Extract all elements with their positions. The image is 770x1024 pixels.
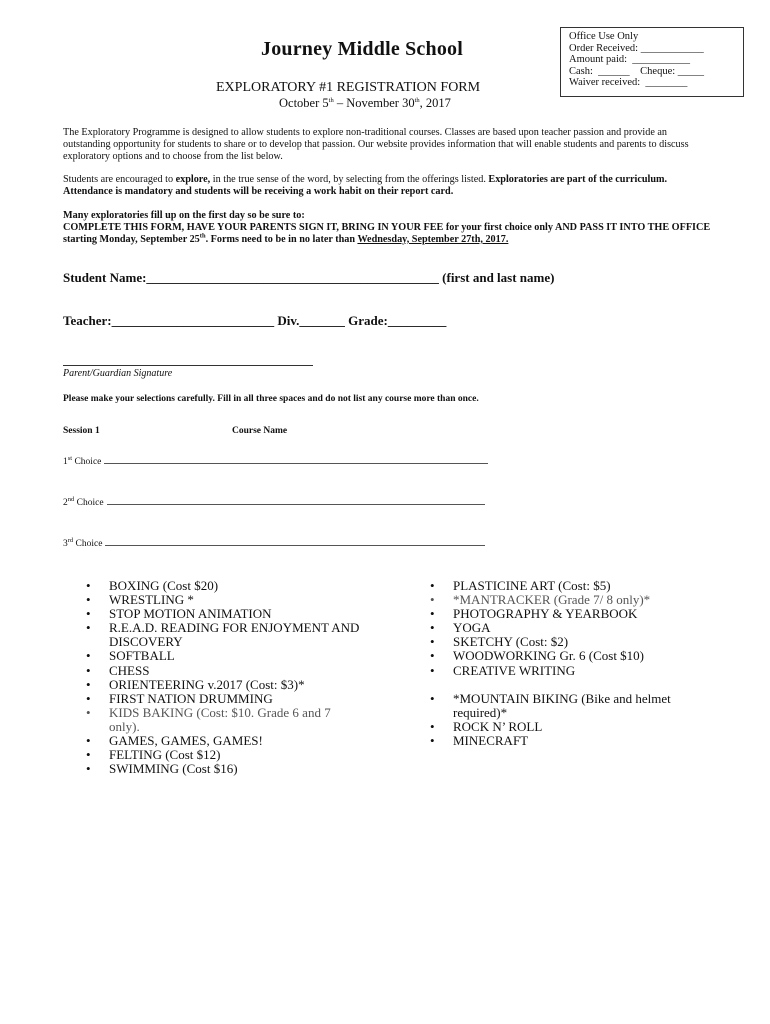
course-name-label: Course Name	[232, 426, 288, 436]
list-item: • R.E.A.D. READING FOR ENJOYMENT AND DISCOVERY	[86, 621, 361, 649]
course-list-right	[430, 579, 690, 748]
list-item: • FIRST NATION DRUMMING	[86, 692, 361, 706]
list-item: • ROCK N’ ROLL	[430, 720, 690, 734]
list-item: • CHESS	[86, 664, 361, 678]
deadline-date: Wednesday, September 27th, 2017.	[357, 233, 509, 245]
signature-line[interactable]	[63, 365, 313, 366]
list-item: • PHOTOGRAPHY & YEARBOOK	[430, 607, 690, 621]
list-item: • STOP MOTION ANIMATION	[86, 607, 361, 621]
list-item: • BOXING (Cost $20)	[86, 579, 361, 593]
list-item: • GAMES, GAMES, GAMES!	[86, 734, 361, 748]
list-item: • YOGA	[430, 621, 690, 635]
order-received-field: Order Received: ____________	[569, 42, 704, 54]
teacher-div-grade-field[interactable]: Teacher:_________________________ Div._______ Grade:_________	[63, 313, 447, 328]
list-item: • CREATIVE WRITING	[430, 664, 690, 678]
first-choice-line[interactable]	[104, 455, 488, 464]
session-label: Session 1	[63, 426, 100, 436]
list-item: • *MANTRACKER (Grade 7/ 8 only)*	[430, 593, 690, 607]
third-choice-field[interactable]: 3rd Choice	[63, 537, 485, 549]
amount-paid-field: Amount paid: ___________	[569, 54, 691, 66]
list-item: • *MOUNTAIN BIKING (Bike and helmet required)*	[430, 692, 690, 720]
list-item: • WRESTLING *	[86, 593, 361, 607]
selections-note: Please make your selections carefully. Fill in all three spaces and do not list any course more than once.	[63, 394, 479, 404]
list-item: • PLASTICINE ART (Cost: $5)	[430, 579, 690, 593]
signature-label: Parent/Guardian Signature	[63, 368, 173, 379]
form-dates: October 5th – November 30th, 2017	[279, 96, 451, 110]
list-item: • SOFTBALL	[86, 649, 361, 663]
course-list-left	[86, 579, 361, 776]
student-name-field[interactable]: Student Name:_____________________________________________ (first and last name)	[63, 270, 555, 285]
instructions-paragraph: Many exploratories fill up on the first day so be sure to: COMPLETE THIS FORM, HAVE YOUR PARENTS SIGN IT, BRING IN YOUR FEE for your first choice only AND PASS IT INTO THE OFFICE starting Monday, September 25th. Forms need to be in no later than Wednesday, September 27th, 2017.	[63, 210, 711, 245]
form-title: EXPLORATORY #1 REGISTRATION FORM	[216, 80, 481, 95]
list-item: • SKETCHY (Cost: $2)	[430, 635, 690, 649]
first-choice-field[interactable]: 1st Choice	[63, 455, 488, 467]
office-use-box	[560, 27, 744, 97]
list-item: • ORIENTEERING v.2017 (Cost: $3)*	[86, 678, 361, 692]
waiver-received-field: Waiver received: ________	[569, 77, 688, 89]
encourage-paragraph: Students are encouraged to explore, in the true sense of the word, by selecting from the offerings listed. Exploratories are part of the curriculum. Attendance is mandatory and students will be receiving a work habit on their report card.	[63, 174, 668, 197]
payment-method-field: Cash: ______ Cheque: _____	[569, 65, 705, 77]
list-item: • MINECRAFT	[430, 734, 690, 748]
school-title: Journey Middle School	[261, 38, 463, 60]
list-item: • SWIMMING (Cost $16)	[86, 762, 361, 776]
office-use-title: Office Use Only	[569, 31, 639, 42]
list-item: • FELTING (Cost $12)	[86, 748, 361, 762]
list-item: • KIDS BAKING (Cost: $10. Grade 6 and 7 only).	[86, 706, 361, 734]
list-gap	[430, 678, 690, 692]
third-choice-line[interactable]	[105, 537, 485, 546]
intro-paragraph: The Exploratory Programme is designed to allow students to explore non-traditional courses. Classes are based upon teacher passion and provide an outstanding opportunity for students to share or to develop that passion. Our website provides information that will enable students and parents to discuss exploratory options and to choose from the list below.	[63, 127, 689, 162]
list-item: • WOODWORKING Gr. 6 (Cost $10)	[430, 649, 690, 663]
second-choice-field[interactable]: 2nd Choice	[63, 496, 485, 508]
second-choice-line[interactable]	[107, 496, 485, 505]
